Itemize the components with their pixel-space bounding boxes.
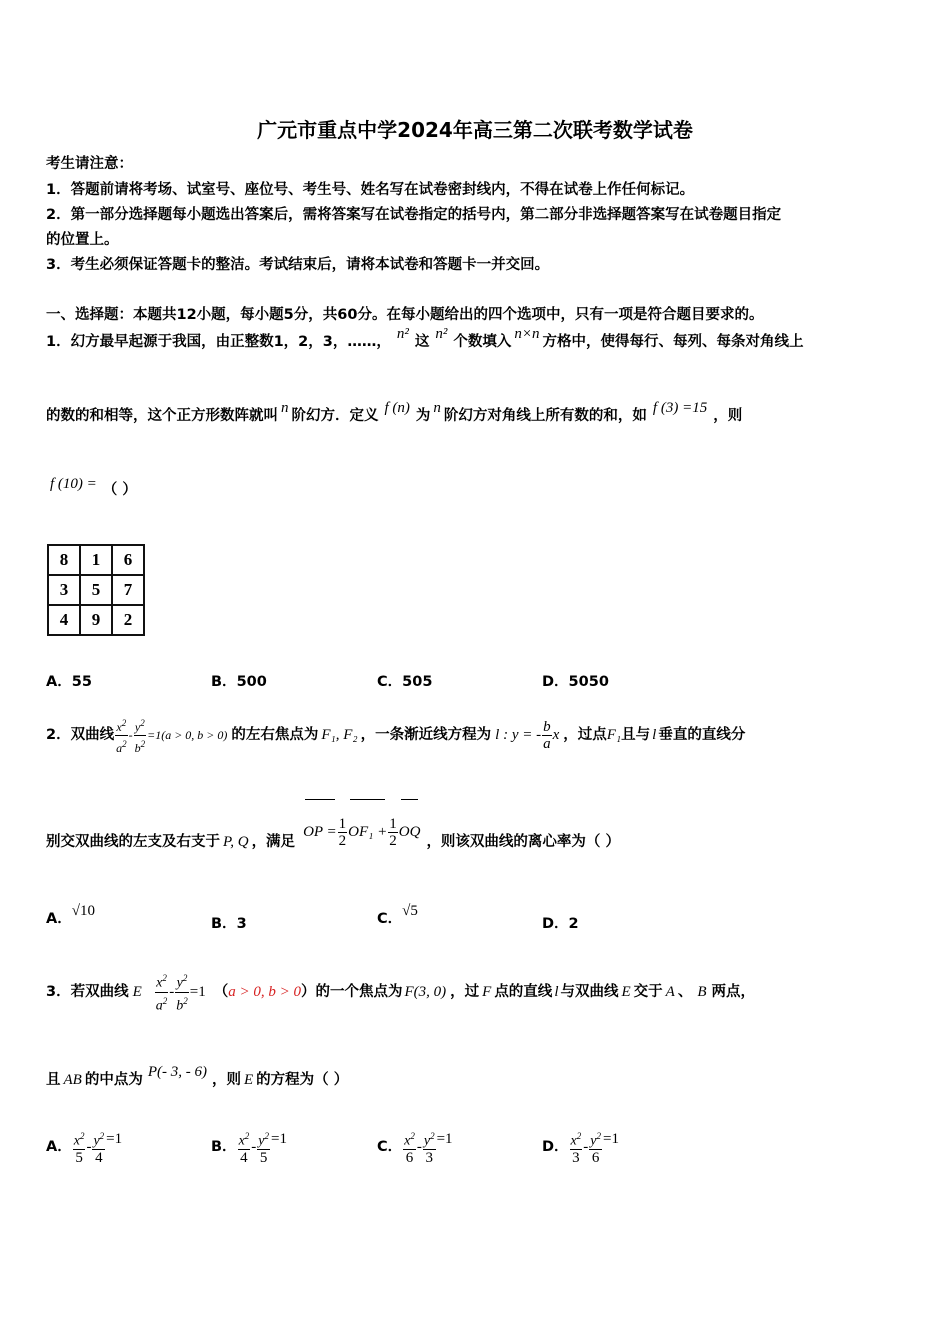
q3-math-f30: F(3, 0) [404, 984, 447, 1000]
minus-sign: - [251, 1139, 257, 1155]
q3-text: 与双曲线 [560, 984, 619, 1000]
q3-frac-x2-a2: $\frac{x^2}{a^2}$ [155, 970, 169, 1014]
magic-square-cell: 4 [48, 605, 80, 635]
q2-frac-half [338, 816, 348, 849]
minus-sign: - [86, 1139, 92, 1155]
frac-num: b [543, 718, 551, 735]
option-text: 3 [236, 916, 247, 932]
frac-num: x [404, 1133, 411, 1149]
q1-text: ，则 [713, 408, 743, 424]
q1-text: 的数的和相等，这个正方形数阵就叫 [46, 408, 278, 424]
q2-text: 别交双曲线的左支及右支于 [46, 834, 220, 850]
question-1-line-3 [50, 478, 137, 499]
option-label: C． [377, 1139, 403, 1155]
frac-num: x [238, 1133, 245, 1149]
q3-math-b: B [697, 984, 707, 1000]
frac-num: y [258, 1133, 265, 1149]
frac-num: x [73, 1133, 80, 1149]
frac-den: 3 [425, 1150, 433, 1167]
q2-option-b[interactable] [211, 912, 247, 933]
frac-den: a [116, 740, 123, 755]
option-label: D． [542, 674, 569, 690]
q2-text: ，过点 [563, 727, 607, 743]
q3-frac-y2-b2: $\frac{y^2}{b^2}$ [175, 970, 189, 1014]
frac-den: 6 [591, 1150, 600, 1167]
option-text: 505 [402, 674, 433, 690]
equals-one: =1 [271, 1131, 287, 1147]
q1-answer-blank: （ ） [102, 482, 137, 498]
option-text: 55 [71, 674, 92, 690]
option-label: A． [46, 1139, 72, 1155]
q1-text: 阶幻方．定义 [291, 408, 379, 424]
q3-text: ，过 [450, 984, 480, 1000]
equals-one: =1 [436, 1131, 453, 1147]
q1-math-f3: f (3) =15 [652, 400, 708, 416]
magic-square-cell: 3 [48, 575, 80, 605]
q1-math-fn: f (n) [384, 400, 410, 416]
q3-text: 两点， [711, 984, 755, 1000]
option-label: B． [211, 1139, 237, 1155]
frac-den: 3 [572, 1150, 580, 1167]
q2-text: ，则该双曲线的离心率为（ ） [426, 834, 620, 850]
q2-math-line-l: l : y = - [495, 727, 542, 743]
q3-math-p: P(- 3, - 6) [147, 1064, 207, 1080]
q3-text: 、 [677, 984, 693, 1000]
q2-vector-equation [303, 802, 420, 862]
frac-den: 6 [405, 1150, 414, 1167]
q3-text: ，则 [211, 1072, 241, 1088]
q1-math-f10: f (10) = [50, 476, 97, 492]
option-frac-x: $\frac{x^2}{4}$ [238, 1128, 251, 1167]
q2-math-l: l [652, 727, 657, 743]
question-2-line-1 [46, 708, 745, 762]
q3-text: 的中点为 [84, 1072, 143, 1088]
option-label: A． [46, 674, 72, 690]
q2-math-oq: OQ [399, 802, 421, 862]
frac-den: 4 [240, 1150, 248, 1167]
magic-square-cell: 5 [80, 575, 112, 605]
question-1-line-2 [46, 400, 743, 425]
magic-square-cell: 7 [112, 575, 144, 605]
q2-option-c[interactable] [377, 903, 418, 928]
q1-math-n2: n² [396, 326, 409, 342]
q3-text: 点的直线 [494, 984, 553, 1000]
q3-math-e: E [132, 984, 142, 1000]
q1-math-n: n [433, 400, 441, 416]
frac-num: 1 [338, 815, 347, 832]
equals-one: =1 [602, 1131, 619, 1147]
q1-math-n2b: n² [435, 326, 448, 342]
frac-den: b [176, 998, 184, 1014]
q2-text: 且与 [621, 727, 651, 743]
magic-square-figure [47, 544, 145, 636]
q3-text: ）的一个焦点为 [300, 984, 403, 1000]
frac-num: x [570, 1133, 577, 1149]
magic-square-cell: 8 [48, 545, 80, 575]
frac-den: a [155, 998, 163, 1014]
notice-item-2-cont: 的位置上。 [46, 232, 119, 248]
q3-math-ab: AB [63, 1072, 82, 1088]
q2-text: ，满足 [251, 834, 296, 850]
frac-den: 4 [95, 1150, 103, 1167]
frac-den: b [134, 740, 141, 755]
q2-text: 的左右焦点为 [231, 727, 319, 743]
question-3-line-1 [46, 962, 755, 1022]
q3-text: 且 [46, 1072, 61, 1088]
option-label: D． [542, 1139, 569, 1155]
magic-square-cell: 2 [112, 605, 144, 635]
option-label: B． [211, 674, 237, 690]
frac-den: 2 [338, 832, 347, 849]
q2-text: ，一条渐近线方程为 [360, 727, 492, 743]
frac-den: 2 [389, 832, 397, 849]
q2-math-op: OP = [303, 802, 337, 862]
q2-text: 垂直的直线分 [658, 727, 746, 743]
notice-item-3: 3．考生必须保证答题卡的整洁。考试结束后，请将本试卷和答题卡一并交回。 [46, 257, 550, 273]
q2-math-foci: F₁, F₂ [321, 727, 358, 743]
q2-frac-x2-a2: $\frac{x^2}{a^2}$ [115, 715, 128, 756]
option-frac-x: $\frac{x^2}{5}$ [73, 1128, 86, 1167]
minus-sign: - [128, 728, 133, 742]
q1-text: 这 [414, 334, 430, 350]
magic-square-cell: 9 [80, 605, 112, 635]
q2-math-x: x [552, 727, 560, 743]
q3-math-a: A [665, 984, 675, 1000]
q2-frac-half [388, 816, 398, 849]
q1-option-a[interactable] [46, 670, 92, 691]
q2-frac-y2-b2: $\frac{y^2}{b^2}$ [134, 715, 147, 756]
frac-num: 1 [389, 815, 397, 832]
minus-sign: - [169, 984, 175, 1000]
notice-item-1: 1．答题前请将考场、试室号、座位号、考生号、姓名写在试卷密封线内，不得在试卷上作任何标记。 [46, 182, 695, 198]
q3-option-a[interactable] [46, 1122, 122, 1172]
q3-option-c[interactable] [377, 1122, 453, 1172]
option-text: √10 [71, 903, 95, 919]
q3-text: （ [213, 984, 229, 1000]
q1-text: 为 [415, 408, 431, 424]
frac-num: y [590, 1133, 597, 1149]
q2-math-cond: =1(a > 0, b > 0) [147, 728, 228, 742]
frac-num: y [134, 719, 141, 734]
notice-heading: 考生请注意： [46, 156, 133, 172]
option-label: C． [377, 911, 403, 927]
q1-text: 方格中，使得每行、每列、每条对角线上 [542, 334, 804, 350]
frac-den: 5 [75, 1150, 83, 1167]
frac-num: y [423, 1133, 431, 1149]
section-heading: 一、选择题：本题共12小题，每小题5分，共60分。在每小题给出的四个选项中，只有一项是符合题目要求的。 [46, 307, 764, 323]
q2-option-d[interactable] [542, 912, 579, 933]
option-text: √5 [402, 903, 418, 919]
option-label: D． [542, 916, 569, 932]
magic-square-cell: 6 [112, 545, 144, 575]
q3-math-cond: a > 0, b > 0 [228, 984, 301, 1000]
option-text: 2 [568, 916, 579, 932]
q1-text: 1．幻方最早起源于我国，由正整数1，2，3，……， [46, 334, 391, 350]
q2-option-a[interactable] [46, 903, 95, 928]
option-frac-y: $\frac{y^2}{5}$ [257, 1128, 270, 1167]
q1-text: 阶幻方对角线上所有数的和，如 [443, 408, 647, 424]
q3-text: 的方程为（ ） [256, 1072, 349, 1088]
option-label: B． [211, 916, 237, 932]
frac-num: y [176, 975, 183, 991]
q2-frac-b-a [542, 719, 552, 752]
notice-item-2: 2．第一部分选择题每小题选出答案后，需将答案写在试卷指定的括号内，第二部分非选择题答案写在试卷题目指定 [46, 207, 782, 223]
option-frac-y: $\frac{y^2}{3}$ [423, 1128, 436, 1167]
q3-math-e: E [621, 984, 631, 1000]
q1-math-n: n [281, 400, 289, 416]
minus-sign: - [583, 1139, 589, 1155]
minus-sign: - [416, 1139, 422, 1155]
equals-one: =1 [106, 1131, 123, 1147]
question-3-line-2 [46, 1060, 348, 1100]
q2-math-of1: OF₁ + [348, 802, 387, 862]
option-label: C． [377, 674, 403, 690]
q1-math-nxn: n×n [514, 326, 540, 342]
frac-den: 5 [259, 1150, 268, 1167]
q2-text: 2．双曲线 [46, 727, 115, 743]
q1-option-b[interactable] [211, 670, 267, 691]
q3-option-b[interactable] [211, 1122, 287, 1172]
equals-one: =1 [189, 984, 206, 1000]
question-1-line-1 [46, 326, 804, 351]
q3-text: 3．若双曲线 [46, 984, 129, 1000]
option-frac-y: $\frac{y^2}{6}$ [589, 1128, 602, 1167]
option-text: 500 [236, 674, 267, 690]
q1-option-c[interactable] [377, 670, 432, 691]
q1-text: 个数填入 [453, 334, 512, 350]
q2-math-f1: F₁ [606, 727, 622, 743]
option-label: A． [46, 911, 72, 927]
option-frac-x: $\frac{x^2}{6}$ [403, 1128, 416, 1167]
question-2-line-2 [46, 812, 620, 872]
frac-den: a [543, 735, 551, 752]
q1-option-d[interactable] [542, 670, 609, 691]
q3-math-l: l [554, 984, 559, 1000]
q3-option-d[interactable] [542, 1122, 619, 1172]
frac-num: x [116, 719, 122, 734]
option-text: 5050 [568, 674, 609, 690]
magic-square-cell: 1 [80, 545, 112, 575]
frac-num: x [156, 975, 163, 991]
option-frac-y: $\frac{y^2}{4}$ [92, 1128, 105, 1167]
q2-math-pq: P, Q [223, 834, 249, 850]
q3-math-f: F [482, 984, 492, 1000]
page-title: 广元市重点中学2024年高三第二次联考数学试卷 [257, 118, 693, 142]
q3-text: 交于 [633, 984, 663, 1000]
q3-math-e: E [243, 1072, 254, 1088]
option-frac-x: $\frac{x^2}{3}$ [570, 1128, 583, 1167]
frac-num: y [93, 1133, 100, 1149]
